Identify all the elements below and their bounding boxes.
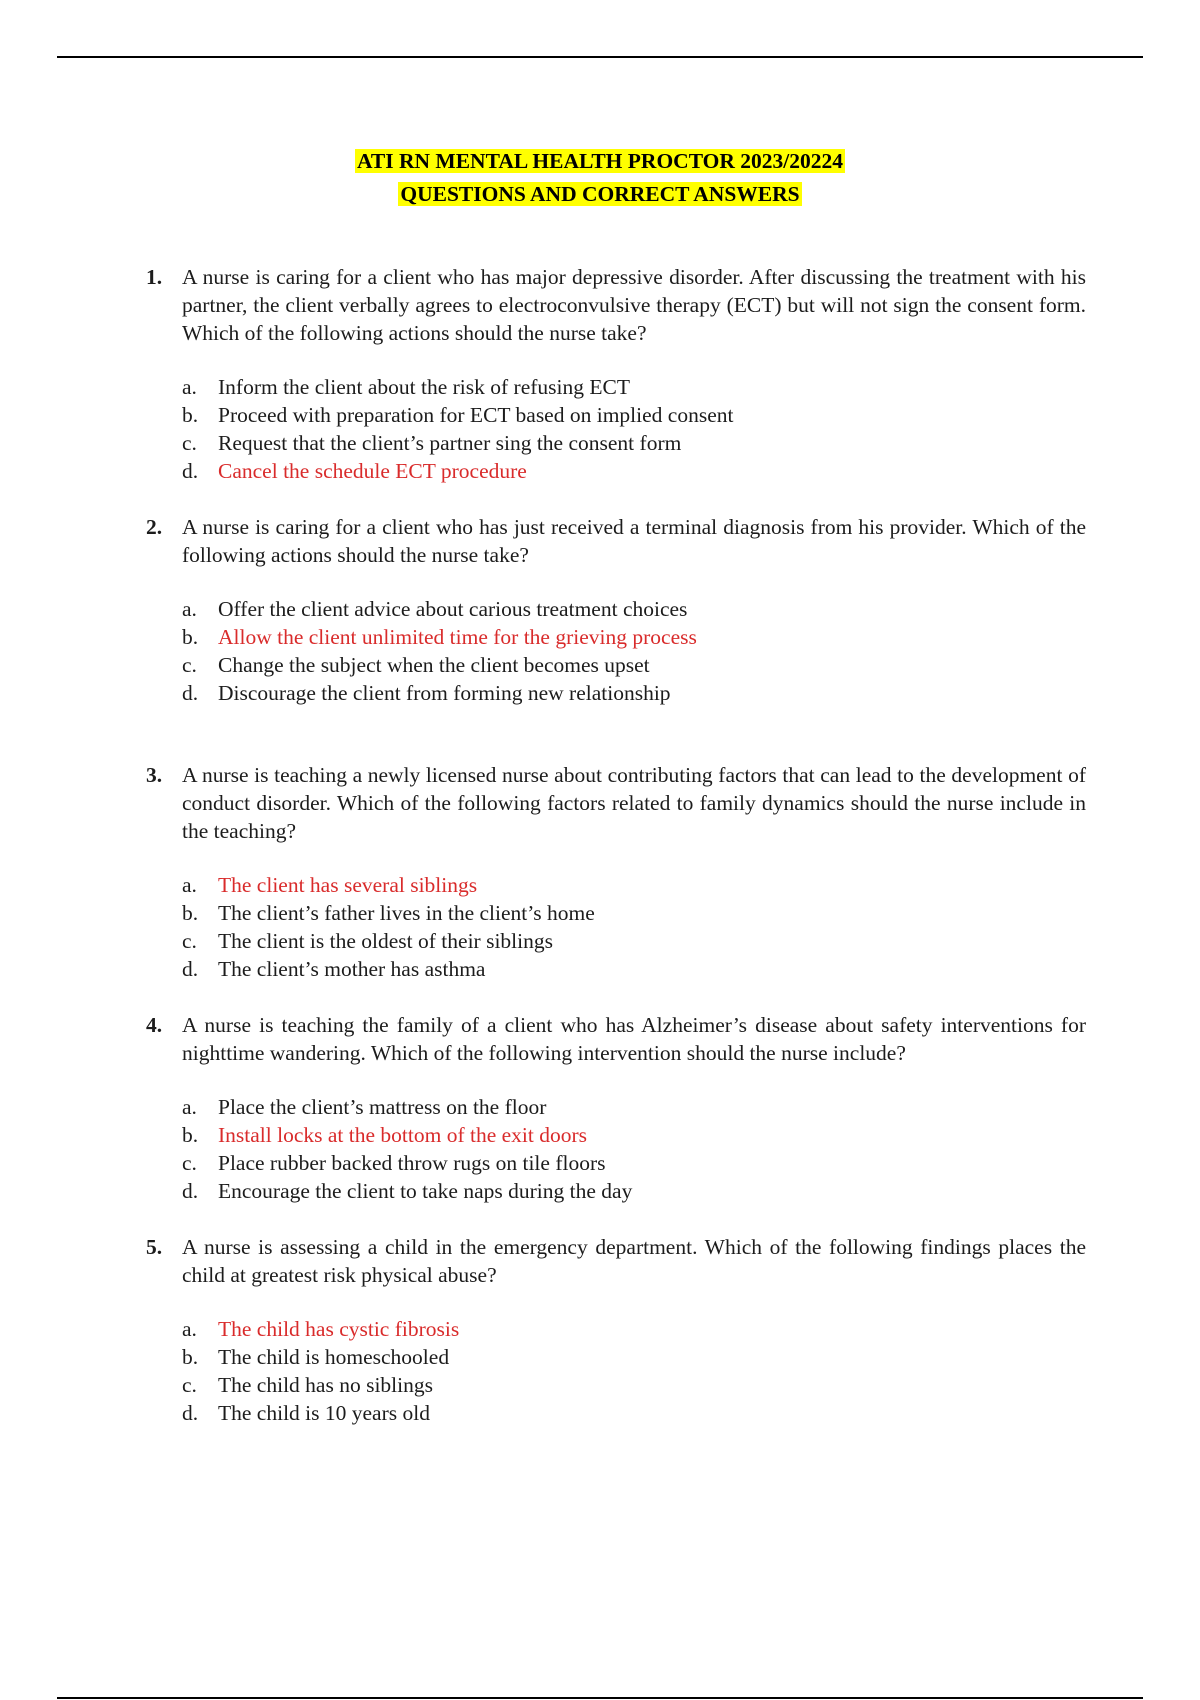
option-c [182, 1149, 1086, 1177]
correct-answer-text: Install locks at the bottom of the exit doors [218, 1123, 588, 1147]
option-text: Change the subject when the client becomes upset [218, 653, 650, 677]
question-number: 2. [146, 515, 163, 539]
option-b [182, 401, 1086, 429]
question-stem: A nurse is teaching the family of a client who has Alzheimer’s disease about safety interventions for nighttime wandering. Which of the following intervention should the nurse include? [182, 1013, 1086, 1065]
option-letter: d. [182, 459, 199, 483]
option-text: Place rubber backed throw rugs on tile floors [218, 1151, 606, 1175]
option-text: The child is homeschooled [218, 1345, 450, 1369]
question-3 [146, 761, 1086, 983]
option-text: The client’s father lives in the client’s home [218, 901, 595, 925]
question-5 [146, 1233, 1086, 1427]
question-1 [146, 263, 1086, 485]
option-letter: c. [182, 431, 197, 455]
option-text: The child has no siblings [218, 1373, 433, 1397]
option-letter: d. [182, 957, 199, 981]
option-b [182, 899, 1086, 927]
correct-answer-text: Cancel the schedule ECT procedure [218, 459, 527, 483]
option-a [182, 871, 1086, 899]
option-text: The client is the oldest of their siblings [218, 929, 553, 953]
bottom-rule [57, 1697, 1143, 1699]
option-a [182, 595, 1086, 623]
option-letter: c. [182, 1373, 197, 1397]
option-text: Encourage the client to take naps during the day [218, 1179, 633, 1203]
option-letter: b. [182, 625, 199, 649]
option-d [182, 955, 1086, 983]
option-letter: d. [182, 681, 199, 705]
option-text: Offer the client advice about carious treatment choices [218, 597, 688, 621]
question-stem: A nurse is caring for a client who has major depressive disorder. After discussing the treatment with his partner, the client verbally agrees to electroconvulsive therapy (ECT) but will not sign the consent form. Which of the following actions should the nurse take? [182, 265, 1086, 345]
option-c [182, 429, 1086, 457]
option-b [182, 1121, 1086, 1149]
option-c [182, 1371, 1086, 1399]
answer-options [182, 1315, 1086, 1427]
correct-answer-text: The child has cystic fibrosis [218, 1317, 460, 1341]
option-letter: b. [182, 1123, 199, 1147]
question-number: 4. [146, 1013, 163, 1037]
option-letter: b. [182, 901, 199, 925]
option-letter: a. [182, 873, 197, 897]
option-text: Discourage the client from forming new relationship [218, 681, 671, 705]
option-text: Proceed with preparation for ECT based on implied consent [218, 403, 734, 427]
option-text: The client’s mother has asthma [218, 957, 486, 981]
option-letter: c. [182, 929, 197, 953]
option-d [182, 1177, 1086, 1205]
option-b [182, 1343, 1086, 1371]
option-text: Place the client’s mattress on the floor [218, 1095, 547, 1119]
option-letter: c. [182, 1151, 197, 1175]
option-text: Inform the client about the risk of refusing ECT [218, 375, 630, 399]
option-c [182, 651, 1086, 679]
question-stem: A nurse is teaching a newly licensed nurse about contributing factors that can lead to the development of conduct disorder. Which of the following factors related to family dynamics should the nurse include in the teaching? [182, 763, 1086, 843]
option-a [182, 1093, 1086, 1121]
question-list [0, 263, 1200, 1427]
option-d [182, 1399, 1086, 1427]
option-a [182, 373, 1086, 401]
option-text: Request that the client’s partner sing the consent form [218, 431, 682, 455]
option-letter: c. [182, 653, 197, 677]
question-number: 3. [146, 763, 163, 787]
option-letter: a. [182, 1095, 197, 1119]
top-rule [57, 56, 1143, 58]
option-letter: a. [182, 375, 197, 399]
option-d [182, 457, 1086, 485]
option-letter: a. [182, 1317, 197, 1341]
question-2 [146, 513, 1086, 707]
question-4 [146, 1011, 1086, 1205]
answer-options [182, 595, 1086, 707]
option-letter: d. [182, 1401, 199, 1425]
option-c [182, 927, 1086, 955]
option-text: The child is 10 years old [218, 1401, 430, 1425]
question-number: 5. [146, 1235, 163, 1259]
option-b [182, 623, 1086, 651]
question-stem: A nurse is caring for a client who has just received a terminal diagnosis from his provider. Which of the following actions should the nurse take? [182, 515, 1086, 567]
option-d [182, 679, 1086, 707]
option-letter: b. [182, 1345, 199, 1369]
option-letter: b. [182, 403, 199, 427]
correct-answer-text: The client has several siblings [218, 873, 478, 897]
answer-options [182, 1093, 1086, 1205]
option-letter: a. [182, 597, 197, 621]
option-a [182, 1315, 1086, 1343]
title-line-1: ATI RN MENTAL HEALTH PROCTOR 2023/20224 [356, 149, 843, 173]
document-header [0, 145, 1200, 211]
correct-answer-text: Allow the client unlimited time for the grieving process [218, 625, 697, 649]
title-line-2: QUESTIONS AND CORRECT ANSWERS [400, 182, 800, 206]
question-number: 1. [146, 265, 163, 289]
answer-options [182, 373, 1086, 485]
option-letter: d. [182, 1179, 199, 1203]
question-stem: A nurse is assessing a child in the emergency department. Which of the following findings places the child at greatest risk physical abuse? [182, 1235, 1086, 1287]
answer-options [182, 871, 1086, 983]
